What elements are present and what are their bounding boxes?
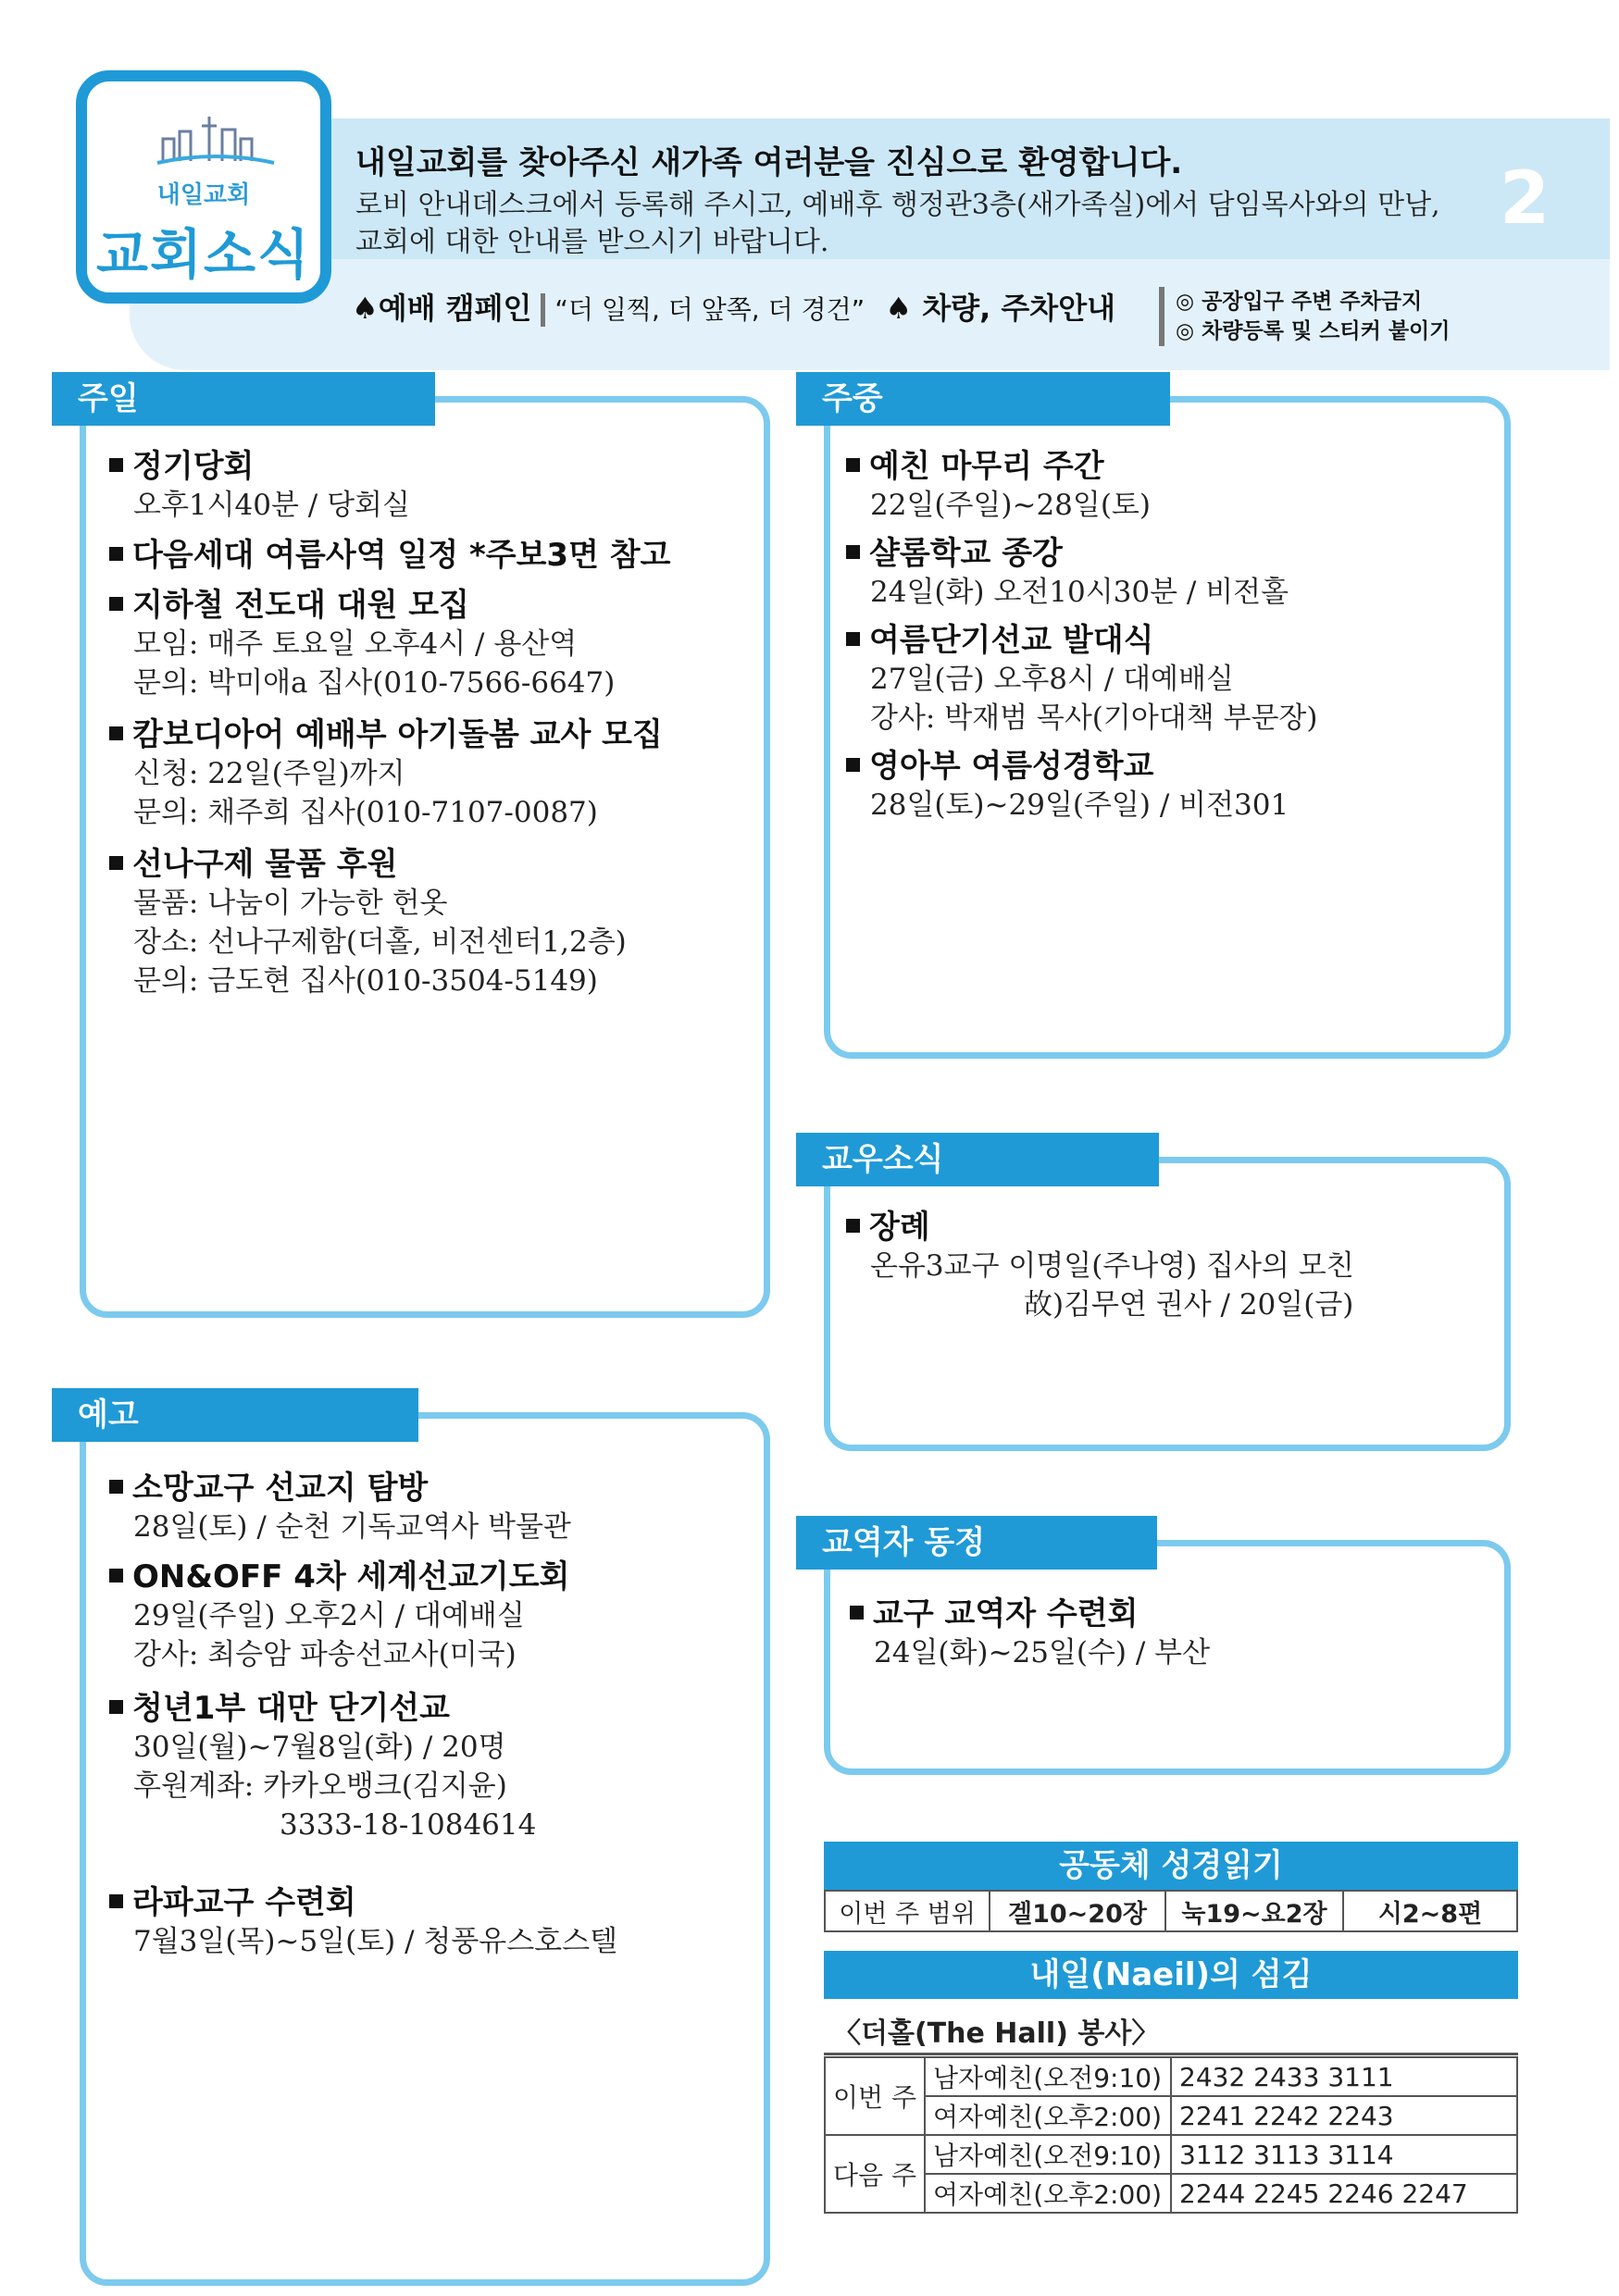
item-title: 여름단기선교 발대식 xyxy=(846,614,1317,660)
numbers-cell: 2244 2245 2246 2247 xyxy=(1171,2174,1517,2213)
item-title: ON&OFF 4차 세계선교기도회 xyxy=(109,1551,569,1596)
bible-reading-range: 시2~8편 xyxy=(1343,1891,1517,1931)
sunday-item xyxy=(109,838,627,1000)
numbers-cell: 3112 3113 3114 xyxy=(1171,2135,1517,2174)
item-line: 22일(주일)~28일(토) xyxy=(870,489,1151,522)
weekday-item xyxy=(846,740,1289,825)
bible-reading-range: 겔10~20장 xyxy=(990,1891,1165,1931)
item-title: 라파교구 수련회 xyxy=(109,1877,617,1922)
item-line: 24일(화) 오전10시30분 / 비전홀 xyxy=(870,576,1289,609)
item-line: 3333-18-1084614 xyxy=(280,1808,537,1842)
bullet-icon xyxy=(850,1606,864,1620)
item-line: 28일(토) / 순천 기독교역사 박물관 xyxy=(133,1510,571,1544)
bullet-icon xyxy=(109,1700,123,1714)
group-cell: 남자예친(오전9:10) xyxy=(925,2057,1171,2096)
bullet-icon xyxy=(846,545,860,559)
bullet-icon xyxy=(109,547,123,561)
members-news-item xyxy=(846,1201,1354,1324)
item-title: 교구 교역자 수련회 xyxy=(850,1588,1210,1633)
tab-weekday: 주중 xyxy=(796,372,1170,426)
group-cell: 여자예친(오후2:00) xyxy=(925,2096,1171,2135)
service-title: 내일(Naeil)의 섬김 xyxy=(824,1951,1518,1999)
church-logo xyxy=(76,70,331,304)
bullet-icon xyxy=(109,726,123,740)
bible-reading-title: 공동체 성경읽기 xyxy=(824,1842,1518,1890)
item-line: 후원계좌: 카카오뱅크(김지윤) xyxy=(133,1769,507,1803)
bullet-icon xyxy=(846,758,860,772)
bible-reading-range: 눅19~요2장 xyxy=(1165,1891,1343,1931)
item-title: 지하철 전도대 대원 모집 xyxy=(109,579,615,625)
item-line: 문의: 채주희 집사(010-7107-0087) xyxy=(133,796,598,829)
table-row xyxy=(825,1891,1517,1931)
sunday-item xyxy=(109,441,410,525)
bible-reading-row-label: 이번 주 범위 xyxy=(825,1891,990,1931)
item-title: 캄보디아어 예배부 아기돌봄 교사 모집 xyxy=(109,709,663,754)
item-line: 27일(금) 오후8시 / 대예배실 xyxy=(870,663,1234,696)
item-line: 물품: 나눔이 가능한 헌옷 xyxy=(133,887,448,920)
campaign-label: ♠예배 캠페인 xyxy=(352,291,532,326)
item-line: 모임: 매주 토요일 오후4시 / 용산역 xyxy=(133,627,578,661)
campaign-row xyxy=(352,285,1115,328)
week-label: 다음 주 xyxy=(825,2135,925,2213)
item-line: 문의: 금도현 집사(010-3504-5149) xyxy=(133,964,598,998)
service-subtitle: 〈더홀(The Hall) 봉사〉 xyxy=(824,2013,1518,2055)
ministers-item xyxy=(850,1588,1210,1672)
tab-ministers: 교역자 동정 xyxy=(796,1516,1157,1570)
sunday-item xyxy=(109,709,663,832)
item-line: 온유3교구 이명일(주나영) 집사의 모친 xyxy=(870,1249,1354,1283)
item-line: 강사: 최승암 파송선교사(미국) xyxy=(133,1638,517,1671)
group-cell: 남자예친(오전9:10) xyxy=(925,2135,1171,2174)
weekday-item xyxy=(846,441,1151,525)
notice-item xyxy=(109,1551,569,1674)
bullet-icon xyxy=(109,1480,123,1494)
campaign-quote: “더 일찍, 더 앞쪽, 더 경건” xyxy=(554,294,866,325)
welcome-line-1: 로비 안내데스크에서 등록해 주시고, 예배후 행정관3층(새가족실)에서 담임목사와의 만남, xyxy=(355,189,1440,221)
item-line: 강사: 박재범 목사(기아대책 부문장) xyxy=(870,701,1318,735)
bible-reading-table xyxy=(824,1890,1518,1932)
bullet-icon xyxy=(109,1894,123,1908)
bullet-icon xyxy=(109,856,123,870)
service-table xyxy=(824,2056,1518,2214)
welcome-line-2: 교회에 대한 안내를 받으시기 바랍니다. xyxy=(355,226,829,258)
notice-item xyxy=(109,1462,571,1546)
item-title: 다음세대 여름사역 일정 *주보3면 참고 xyxy=(109,529,670,575)
bullet-icon xyxy=(109,458,123,472)
parking-line-2: ◎ 차량등록 및 스티커 붙이기 xyxy=(1176,319,1451,343)
page-number: 2 xyxy=(1500,157,1551,241)
item-title: 영아부 여름성경학교 xyxy=(846,740,1289,786)
numbers-cell: 2432 2433 3111 xyxy=(1171,2057,1517,2096)
welcome-title: 내일교회를 찾아주신 새가족 여러분을 진심으로 환영합니다. xyxy=(355,144,1183,181)
weekday-item xyxy=(846,527,1289,612)
item-title: 장례 xyxy=(846,1201,1354,1247)
item-title: 예친 마무리 주간 xyxy=(846,441,1151,486)
table-row xyxy=(825,2096,1517,2135)
sunday-item xyxy=(109,579,615,702)
table-row xyxy=(825,2135,1517,2174)
bullet-icon xyxy=(109,597,123,611)
parking-line-1: ◎ 공장입구 주변 주차금지 xyxy=(1176,290,1423,314)
bullet-icon xyxy=(846,1219,860,1233)
item-line: 30일(월)~7월8일(화) / 20명 xyxy=(133,1731,506,1764)
item-title: 청년1부 대만 단기선교 xyxy=(109,1682,536,1728)
bullet-icon xyxy=(846,458,860,472)
tab-notice: 예고 xyxy=(52,1388,418,1442)
item-title: 소망교구 선교지 탐방 xyxy=(109,1462,571,1508)
church-logo-name: 내일교회 xyxy=(156,181,251,209)
bullet-icon xyxy=(846,632,860,646)
item-line: 오후1시40분 / 당회실 xyxy=(133,489,410,522)
item-line: 7월3일(목)~5일(토) / 청풍유스호스텔 xyxy=(133,1925,618,1958)
table-row xyxy=(825,2174,1517,2213)
group-cell: 여자예친(오후2:00) xyxy=(925,2174,1171,2213)
tab-members-news: 교우소식 xyxy=(796,1133,1159,1186)
bullet-icon xyxy=(109,1569,123,1582)
table-row xyxy=(825,2057,1517,2096)
section-title: 교회소식 xyxy=(95,223,312,286)
church-logo-icon xyxy=(156,113,276,168)
item-title: 정기당회 xyxy=(109,441,410,486)
parking-notes xyxy=(1159,287,1451,346)
item-line: 24일(화)~25일(수) / 부산 xyxy=(874,1636,1211,1669)
item-line: 문의: 박미애a 집사(010-7566-6647) xyxy=(133,666,616,700)
item-line: 장소: 선나구제함(더홀, 비전센터1,2층) xyxy=(133,925,627,959)
weekday-item xyxy=(846,614,1317,738)
item-line: 신청: 22일(주일)까지 xyxy=(133,757,405,790)
notice-item xyxy=(109,1877,617,1961)
divider xyxy=(541,293,545,327)
item-line: 29일(주일) 오후2시 / 대예배실 xyxy=(133,1599,525,1632)
item-line: 28일(토)~29일(주일) / 비전301 xyxy=(870,788,1289,822)
item-title: 샬롬학교 종강 xyxy=(846,527,1289,573)
numbers-cell: 2241 2242 2243 xyxy=(1171,2096,1517,2135)
week-label: 이번 주 xyxy=(825,2057,925,2135)
tab-sunday: 주일 xyxy=(52,372,435,426)
item-line: 故)김무연 권사 / 20일(금) xyxy=(1024,1288,1354,1322)
parking-label: ♠ 차량, 주차안내 xyxy=(885,291,1116,326)
sunday-item xyxy=(109,529,670,575)
notice-item xyxy=(109,1682,536,1844)
item-title: 선나구제 물품 후원 xyxy=(109,838,627,884)
